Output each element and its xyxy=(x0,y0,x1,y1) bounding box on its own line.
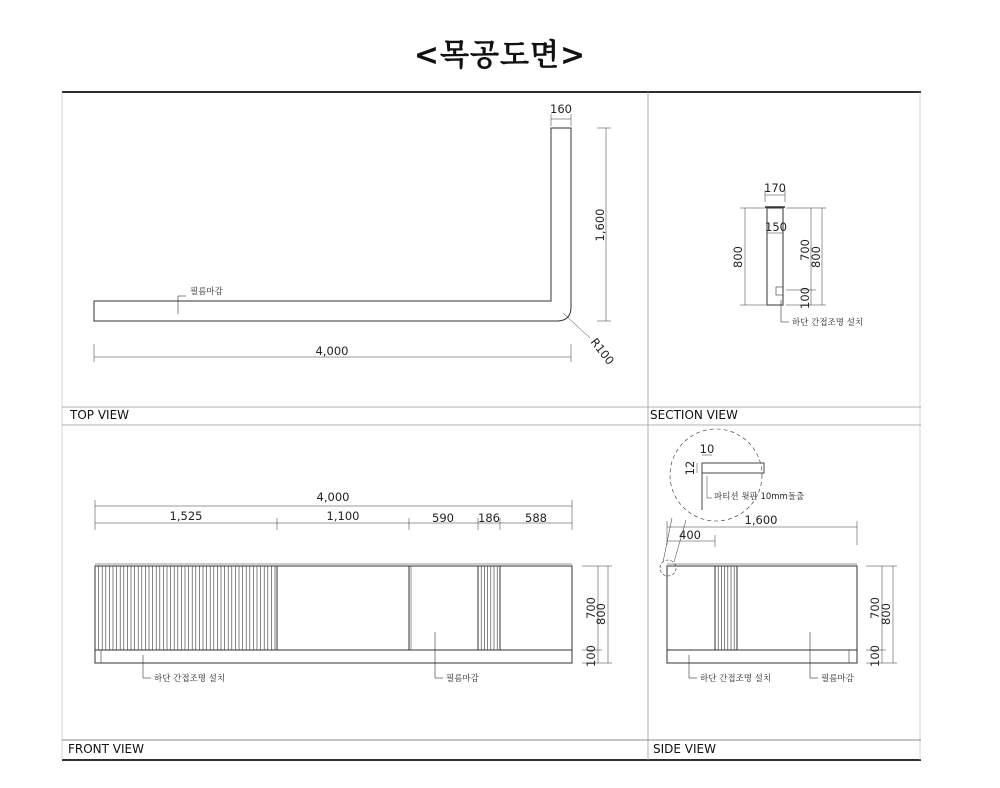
side-detail-height: 12 xyxy=(683,460,697,476)
section-dim-height: 800 xyxy=(731,246,745,268)
front-dim-seg4: 186 xyxy=(478,511,500,525)
section-light-note: 하단 간접조명 설치 xyxy=(792,318,864,328)
side-fluting xyxy=(715,566,737,650)
front-dim-seg5: 588 xyxy=(525,511,547,525)
front-fluting-right xyxy=(478,566,500,650)
section-view-label: SECTION VIEW xyxy=(650,408,738,422)
sheet-frame xyxy=(62,92,921,760)
side-detail-note: 파티션 윗판 10mm돌출 xyxy=(714,492,805,502)
top-view xyxy=(94,114,611,362)
side-dim-base: 100 xyxy=(868,645,882,667)
top-view-outline xyxy=(94,128,571,321)
front-dim-seg3: 590 xyxy=(432,511,454,525)
top-film-note: 필름마감 xyxy=(190,287,223,297)
top-dim-width: 160 xyxy=(550,102,572,116)
section-light-recess xyxy=(776,287,783,295)
side-dim-total-height: 800 xyxy=(879,603,893,625)
side-detail-top-plate xyxy=(702,463,764,473)
side-light-note: 하단 간접조명 설치 xyxy=(700,674,772,684)
top-view-label: TOP VIEW xyxy=(70,408,130,422)
front-dim-total: 4,000 xyxy=(316,490,350,504)
side-film-note: 필름마감 xyxy=(821,674,854,684)
top-dim-radius: R100 xyxy=(587,335,618,368)
front-base xyxy=(95,650,572,663)
side-dim-upper: 700 xyxy=(868,597,882,619)
front-light-note: 하단 간접조명 설치 xyxy=(154,674,226,684)
section-dim-top: 170 xyxy=(764,181,786,195)
top-dim-length: 4,000 xyxy=(315,344,349,358)
front-fluting-left xyxy=(99,566,277,650)
side-base xyxy=(667,650,857,663)
section-dim-total: 800 xyxy=(809,246,823,268)
front-dim-seg1: 1,525 xyxy=(169,509,203,523)
front-dim-upper: 700 xyxy=(584,597,598,619)
page-title: <목공도면> xyxy=(413,38,587,73)
front-dim-total-height: 800 xyxy=(594,603,608,625)
side-dim-left: 400 xyxy=(679,528,701,542)
side-body xyxy=(667,566,857,650)
side-detail-marker xyxy=(660,560,676,576)
top-dim-side: 1,600 xyxy=(593,208,607,242)
front-view xyxy=(95,500,612,678)
side-dim-total: 1,600 xyxy=(744,513,778,527)
side-view-label: SIDE VIEW xyxy=(653,742,716,756)
section-dim-base: 100 xyxy=(798,287,812,309)
front-dim-seg2: 1,100 xyxy=(326,509,360,523)
section-dim-body: 150 xyxy=(765,220,787,234)
side-detail-thickness: 10 xyxy=(699,442,715,456)
front-view-label: FRONT VIEW xyxy=(68,742,145,756)
front-dim-base: 100 xyxy=(584,645,598,667)
section-dim-upper: 700 xyxy=(798,239,812,261)
front-film-note: 필름마감 xyxy=(446,674,479,684)
